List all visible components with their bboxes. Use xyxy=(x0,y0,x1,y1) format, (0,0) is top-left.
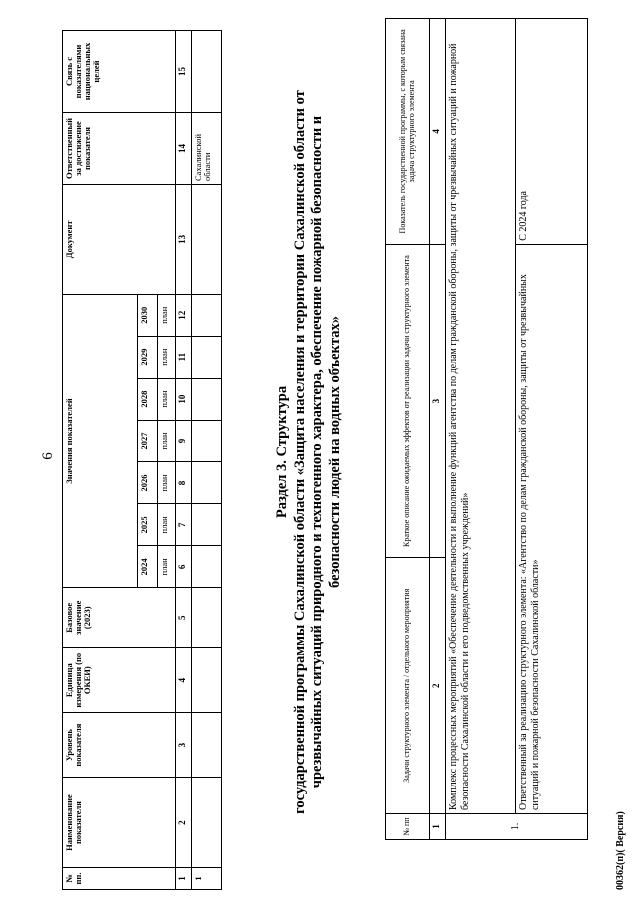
header-responsible: Ответственный за достижение показателя xyxy=(63,113,176,185)
column-number: 14 xyxy=(176,113,192,185)
section-line: чрезвычайных ситуаций природного и техногенного характера, обеспечение пожарной безопасности и xyxy=(309,115,326,789)
plan-label: план xyxy=(158,378,176,420)
column-number: 9 xyxy=(176,420,192,462)
column-number: 4 xyxy=(176,648,192,713)
column-number: 8 xyxy=(176,462,192,504)
header-link: Связь с показателями национальных целей xyxy=(63,31,176,113)
plan-label: план xyxy=(158,336,176,378)
header-effects: Краткое описание ожидаемых эффектов от реализации задачи структурного элемента xyxy=(386,244,430,558)
table-cell xyxy=(192,336,222,378)
year-2028: 2028 xyxy=(138,378,158,420)
column-number: 13 xyxy=(176,184,192,294)
structure-table xyxy=(385,18,588,840)
header-document: Документ xyxy=(63,184,176,294)
plan-label: план xyxy=(158,546,176,588)
header-no: № пп. xyxy=(63,868,176,890)
header-no: № пп xyxy=(386,814,430,840)
column-number: 11 xyxy=(176,336,192,378)
year-2030: 2030 xyxy=(138,294,158,336)
plan-label: план xyxy=(158,420,176,462)
table-cell xyxy=(192,294,222,336)
table-cell xyxy=(192,546,222,588)
plan-label: план xyxy=(158,294,176,336)
column-number: 3 xyxy=(176,713,192,778)
column-number: 1 xyxy=(430,814,446,840)
year-2027: 2027 xyxy=(138,420,158,462)
table-cell xyxy=(192,648,222,713)
header-values: Значения показателей xyxy=(63,294,138,588)
responsible-description: Ответственный за реализацию структурного элемента: «Агентство по делам гражданской обороны, защиты от чрезвычайных ситуаций и пожарной безопасности Сахалинской области» xyxy=(516,244,588,813)
table-cell xyxy=(192,420,222,462)
header-unit: Единица измерения (по ОКЕИ) xyxy=(63,648,176,713)
table-cell xyxy=(192,31,222,113)
period-cell: С 2024 года xyxy=(516,19,588,245)
table-cell xyxy=(192,378,222,420)
page-number: 6 xyxy=(40,452,56,460)
header-base: Базовое значение (2023) xyxy=(63,588,176,648)
table-cell xyxy=(192,588,222,648)
complex-description: Комплекс процессных мероприятий «Обеспечение деятельности и выполнение функций агентства по делам гражданской обороны, защиты от чрезвычайных ситуаций и пожарной безопасности Сахалинской области и его подведомственных учреждений» xyxy=(446,19,516,814)
column-number: 2 xyxy=(430,558,446,814)
column-number: 3 xyxy=(430,244,446,558)
responsible-cell: Сахалинской области xyxy=(192,113,222,185)
row-no: 1 xyxy=(192,868,222,890)
column-number: 15 xyxy=(176,31,192,113)
column-number: 4 xyxy=(430,19,446,245)
footer-version: 00362(п)( Версия) xyxy=(615,811,626,890)
table-cell xyxy=(192,778,222,868)
section-title xyxy=(274,52,345,852)
column-number: 2 xyxy=(176,778,192,868)
table-cell xyxy=(192,713,222,778)
table-cell xyxy=(192,462,222,504)
section-heading: Раздел 3. Структура xyxy=(274,385,290,519)
row-no: 1. xyxy=(446,814,588,840)
column-number: 6 xyxy=(176,546,192,588)
table-cell xyxy=(192,504,222,546)
plan-label: план xyxy=(158,504,176,546)
indicators-table xyxy=(62,30,222,890)
header-indicator: Показатель государственной программы, с которым связана задача структурного элемента xyxy=(386,19,430,245)
year-2025: 2025 xyxy=(138,504,158,546)
table-cell xyxy=(192,184,222,294)
section-line: безопасности людей на водных объектах» xyxy=(327,316,344,588)
plan-label: план xyxy=(158,462,176,504)
header-tasks: Задачи структурного элемента / отдельного мероприятия xyxy=(386,558,430,814)
column-number: 5 xyxy=(176,588,192,648)
section-line: государственной программы Сахалинской области «Защита населения и территории Сахалинской области от xyxy=(291,90,308,814)
header-level: Уровень показателя xyxy=(63,713,176,778)
column-number: 1 xyxy=(176,868,192,890)
year-2029: 2029 xyxy=(138,336,158,378)
column-number: 12 xyxy=(176,294,192,336)
column-number: 7 xyxy=(176,504,192,546)
header-name: Наименование показателя xyxy=(63,778,176,868)
year-2026: 2026 xyxy=(138,462,158,504)
column-number: 10 xyxy=(176,378,192,420)
year-2024: 2024 xyxy=(138,546,158,588)
